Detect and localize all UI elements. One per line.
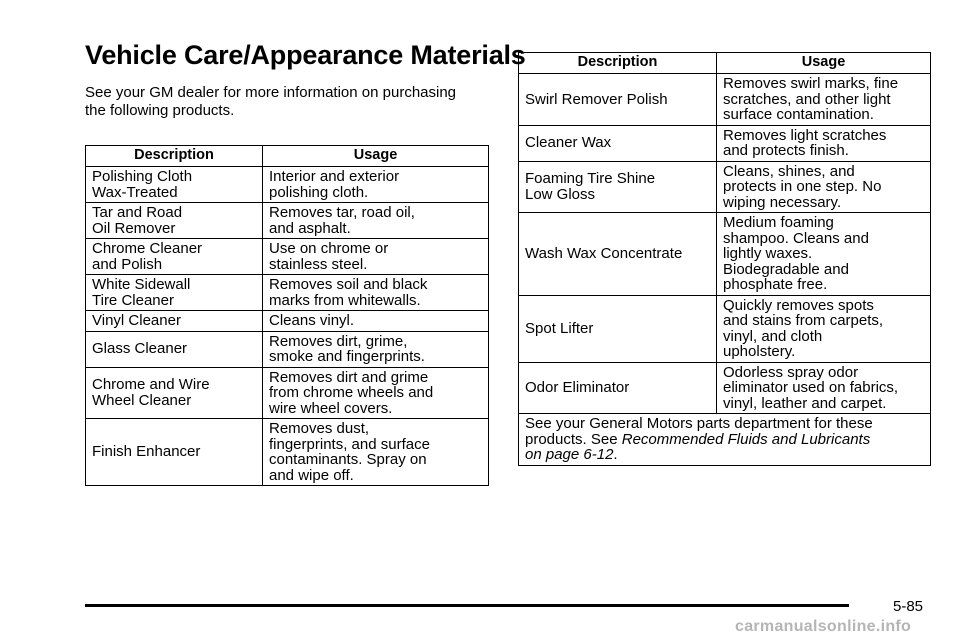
table-row	[86, 167, 489, 203]
usage-line: and stains from carpets,	[723, 312, 884, 329]
usage-line: upholstery.	[723, 343, 796, 360]
usage-line: Cleans, shines, and	[723, 162, 855, 180]
usage-line: Removes dirt, grime,	[269, 332, 408, 350]
usage-line: Removes dust,	[269, 420, 370, 437]
table-row	[519, 74, 931, 126]
description-cell	[519, 161, 717, 213]
footnote-text: products. See	[525, 430, 622, 448]
usage-line: shampoo. Cleans and	[723, 229, 869, 247]
usage-line: eliminator used on fabrics,	[723, 379, 899, 396]
table-header-row	[519, 53, 931, 74]
table-row	[519, 213, 931, 296]
description-header: Description	[519, 53, 717, 74]
description-cell	[86, 203, 263, 239]
description-line: Tire Cleaner	[92, 291, 174, 309]
description-line: Polishing Cloth	[92, 168, 193, 185]
footnote-row	[519, 414, 931, 466]
usage-cell	[717, 125, 931, 161]
usage-line: smoke and fingerprints.	[269, 348, 425, 365]
watermark: carmanualsonline.info	[735, 618, 912, 635]
intro-paragraph	[85, 84, 490, 120]
fluids-reference-link[interactable]: Recommended Fluids and Lubricants	[621, 430, 871, 448]
description-line: Low Gloss	[525, 185, 596, 203]
usage-line: Biodegradable and	[723, 260, 849, 278]
usage-cell	[717, 362, 931, 414]
usage-cell	[263, 331, 489, 367]
usage-line: and wipe off.	[269, 466, 354, 484]
usage-line: contaminants. Spray on	[269, 451, 427, 468]
usage-cell	[717, 161, 931, 213]
table-row	[519, 362, 931, 414]
usage-header: Usage	[717, 53, 931, 74]
footnote-line	[525, 447, 925, 463]
usage-cell	[717, 213, 931, 296]
usage-line: wiping necessary.	[723, 193, 842, 211]
left-table-body	[86, 167, 489, 486]
description-cell	[519, 213, 717, 296]
description-cell	[519, 362, 717, 414]
description-cell	[86, 311, 263, 332]
usage-line: Removes dirt and grime	[269, 368, 429, 386]
usage-line: vinyl, and cloth	[723, 327, 823, 345]
description-line: Chrome Cleaner	[92, 240, 203, 257]
usage-line: polishing cloth.	[269, 183, 369, 201]
table-row	[86, 239, 489, 275]
table-row	[86, 419, 489, 486]
intro-line: the following products.	[85, 102, 235, 119]
page-title: Vehicle Care/Appearance Materials	[85, 40, 526, 70]
table-row	[86, 311, 489, 332]
description-cell	[86, 167, 263, 203]
usage-line: and asphalt.	[269, 219, 351, 237]
usage-line: Interior and exterior	[269, 168, 400, 185]
usage-cell	[263, 167, 489, 203]
usage-line: Use on chrome or	[269, 240, 389, 257]
usage-line: marks from whitewalls.	[269, 291, 421, 309]
description-line: Chrome and Wire	[92, 376, 210, 394]
usage-line: phosphate free.	[723, 276, 828, 293]
description-line: Finish Enhancer	[92, 443, 201, 461]
description-header: Description	[86, 146, 263, 167]
description-line: Glass Cleaner	[92, 340, 188, 358]
description-cell	[86, 239, 263, 275]
description-line: Wash Wax Concentrate	[525, 245, 683, 262]
description-cell	[86, 275, 263, 311]
description-cell	[519, 74, 717, 126]
description-line: Tar and Road	[92, 204, 183, 221]
usage-cell	[263, 203, 489, 239]
usage-line: Removes swirl marks, fine	[723, 75, 899, 92]
description-line: Wax-Treated	[92, 183, 178, 201]
usage-line: lightly waxes.	[723, 245, 813, 262]
page-reference-link[interactable]: on page 6-12	[525, 446, 614, 463]
usage-line: Quickly removes spots	[723, 296, 874, 314]
usage-cell	[717, 74, 931, 126]
usage-line: Odorless spray odor	[723, 363, 859, 381]
table-header-row	[86, 146, 489, 167]
footnote-line	[525, 432, 925, 448]
usage-line: Medium foaming	[723, 214, 834, 231]
description-line: Foaming Tire Shine	[525, 170, 656, 188]
intro-line: See your GM dealer for more information on purchasing	[85, 84, 457, 101]
usage-header: Usage	[263, 146, 489, 167]
usage-line: fingerprints, and surface	[269, 435, 430, 453]
usage-cell	[263, 419, 489, 486]
table-row	[86, 203, 489, 239]
usage-line: surface contamination.	[723, 106, 874, 123]
right-products-table	[518, 52, 931, 466]
usage-line: Removes tar, road oil,	[269, 204, 415, 221]
usage-cell	[263, 367, 489, 419]
page-number: 5-85	[893, 598, 924, 615]
bottom-rule	[85, 604, 849, 607]
right-table-body	[519, 74, 931, 414]
table-row	[86, 331, 489, 367]
usage-line: protects in one step. No	[723, 178, 882, 195]
usage-cell	[263, 311, 489, 332]
usage-line: from chrome wheels and	[269, 384, 434, 401]
description-line: Oil Remover	[92, 219, 176, 237]
table-row	[86, 275, 489, 311]
usage-line: stainless steel.	[269, 255, 368, 273]
usage-line: Removes soil and black	[269, 276, 428, 293]
usage-cell	[717, 295, 931, 362]
description-line: Wheel Cleaner	[92, 391, 192, 409]
footnote-cell	[519, 414, 931, 466]
description-cell	[86, 367, 263, 419]
description-line: White Sidewall	[92, 276, 191, 293]
usage-cell	[263, 239, 489, 275]
usage-line: wire wheel covers.	[269, 399, 393, 417]
description-line: Odor Eliminator	[525, 379, 630, 396]
usage-line: Removes light scratches	[723, 126, 887, 144]
table-row	[519, 161, 931, 213]
footnote-period: .	[613, 446, 618, 463]
left-products-table	[85, 145, 489, 486]
usage-line: vinyl, leather and carpet.	[723, 394, 887, 412]
description-cell	[86, 331, 263, 367]
description-line: and Polish	[92, 255, 163, 273]
description-line: Spot Lifter	[525, 319, 594, 337]
description-cell	[519, 125, 717, 161]
description-cell	[519, 295, 717, 362]
description-line: Swirl Remover Polish	[525, 90, 668, 108]
usage-line: and protects finish.	[723, 142, 849, 159]
description-line: Vinyl Cleaner	[92, 312, 181, 329]
footnote-line: See your General Motors parts department for these	[525, 415, 873, 432]
table-row	[519, 125, 931, 161]
description-cell	[86, 419, 263, 486]
table-row	[86, 367, 489, 419]
usage-line: scratches, and other light	[723, 90, 891, 108]
table-row	[519, 295, 931, 362]
usage-cell	[263, 275, 489, 311]
description-line: Cleaner Wax	[525, 134, 612, 152]
usage-line: Cleans vinyl.	[269, 312, 355, 329]
